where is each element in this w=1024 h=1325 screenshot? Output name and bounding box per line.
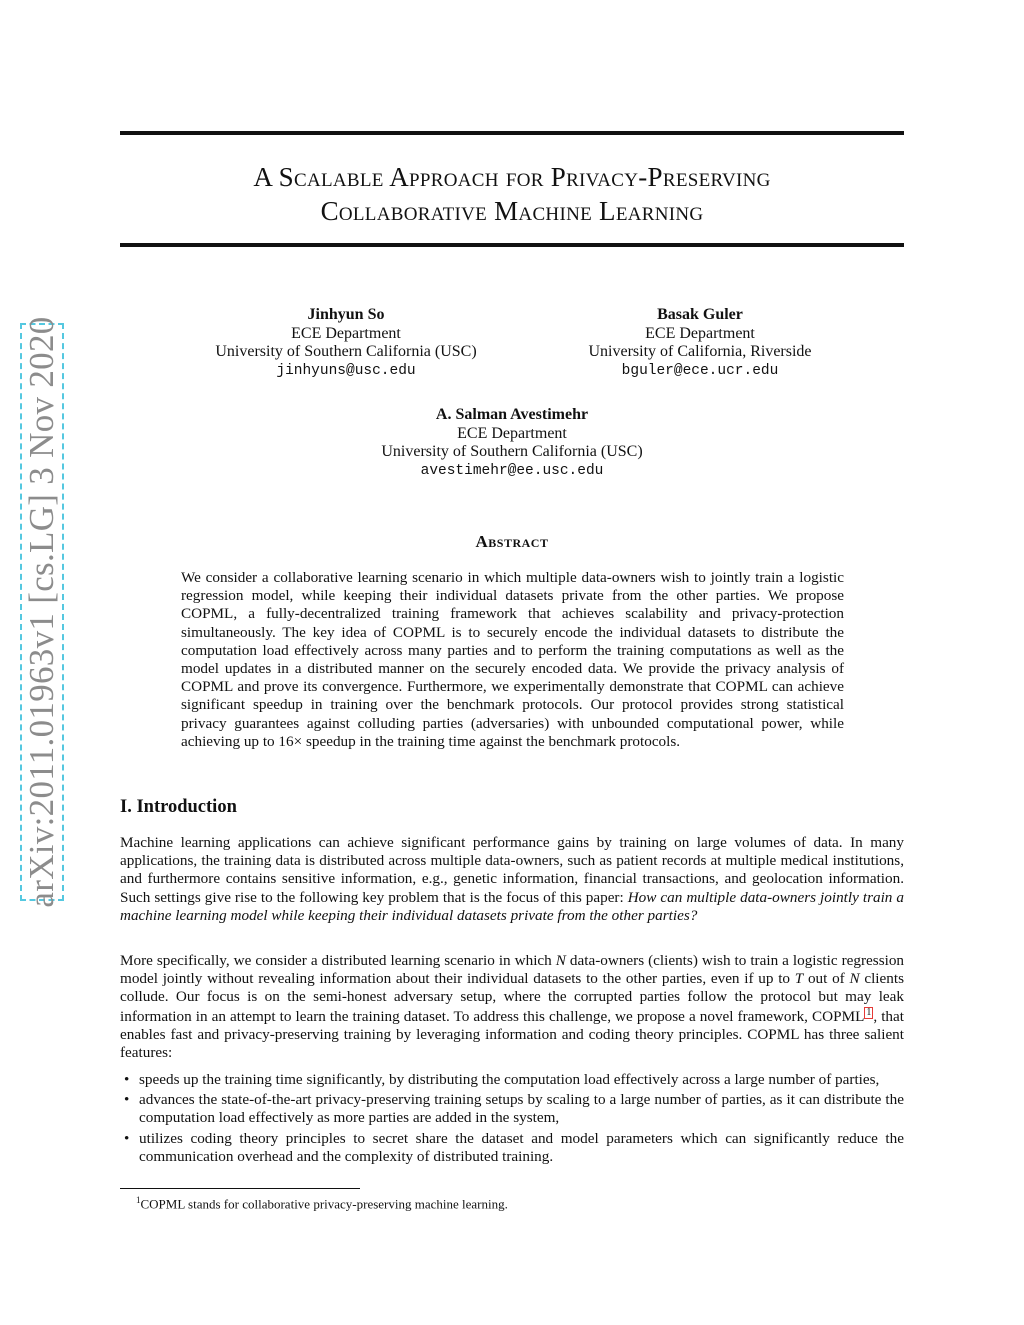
section-heading-introduction: I. Introduction — [120, 797, 237, 817]
math-T: T — [794, 970, 804, 988]
para2-part-a: More specifically, we consider a distributed learning scenario in which — [120, 952, 552, 969]
author-block-2 — [560, 306, 840, 380]
paper-title — [120, 160, 904, 228]
list-item-text: speeds up the training time significantly, by distributing the computation load effectively across a large number of parties, — [139, 1071, 880, 1088]
title-line-2: Collaborative Machine Learning — [320, 196, 704, 226]
para2-part-e: , that enables fast and privacy-preserving training by leveraging information and coding theory principles. COPML has three salient features: — [120, 1007, 904, 1062]
author-dept: ECE Department — [457, 424, 567, 442]
footnote-link[interactable]: 1 — [866, 1006, 872, 1018]
bullet-icon: • — [124, 1129, 130, 1147]
title-top-rule — [120, 131, 904, 135]
author-name: A. Salman Avestimehr — [435, 406, 589, 423]
key-question: How can multiple data-owners jointly train a machine learning model while keeping their individual datasets private from the other parties? — [120, 888, 904, 924]
list-item — [120, 1130, 904, 1166]
intro-paragraph-1 — [120, 834, 904, 925]
author-affiliation: University of California, Riverside — [588, 343, 812, 360]
author-affiliation: University of Southern California (USC) — [215, 343, 477, 360]
list-item-text: utilizes coding theory principles to secret share the dataset and model parameters which can significantly reduce the communication overhead and the complexity of distributed training. — [139, 1129, 904, 1165]
footnote-rule — [120, 1188, 360, 1189]
bullet-icon: • — [124, 1071, 130, 1088]
author-block-3 — [362, 406, 662, 480]
author-name: Jinhyun So — [307, 306, 385, 323]
bullet-icon: • — [124, 1091, 130, 1109]
list-item — [120, 1071, 904, 1089]
footnote — [136, 1192, 508, 1212]
arxiv-stamp[interactable]: arXiv:2011.01963v1 [cs.LG] 3 Nov 2020 — [22, 316, 61, 908]
footnote-text: COPML stands for collaborative privacy-preserving machine learning. — [140, 1196, 508, 1212]
author-dept: ECE Department — [291, 324, 401, 342]
author-block-1 — [196, 306, 496, 380]
math-N: N — [849, 970, 860, 988]
abstract-text: We consider a collaborative learning scenario in which multiple data-owners wish to jointly train a logistic regression model, while keeping their individual datasets private from the other parties. We propose COPML, a fully-decentralized training framework that achieves scalability and privacy-protection simultaneously. The key idea of COPML is to securely encode the individual datasets to distribute the computation load effectively across many parties and to perform the training computations as well as the model updates in a distributed manner on the securely encoded data. We provide the privacy analysis of COPML and prove its convergence. Furthermore, we experimentally demonstrate that COPML can achieve significant speedup in training over the benchmark protocols. Our protocol provides strong statistical privacy guarantees against colluding parties (adversaries) with unbounded computational power, while achieving up to 16× speedup in the training time against the benchmark protocols. — [181, 569, 844, 750]
author-email[interactable]: bguler@ece.ucr.edu — [621, 362, 779, 379]
features-list — [120, 1071, 904, 1168]
math-N: N — [555, 952, 566, 969]
author-dept: ECE Department — [645, 324, 755, 342]
author-affiliation: University of Southern California (USC) — [381, 443, 643, 460]
author-email[interactable]: avestimehr@ee.usc.edu — [420, 462, 604, 479]
author-email[interactable]: jinhyuns@usc.edu — [276, 362, 416, 379]
abstract-heading: Abstract — [475, 532, 549, 551]
footnote-mark: 1 — [136, 1195, 141, 1205]
list-item — [120, 1091, 904, 1127]
para2-part-c: out of — [807, 970, 845, 988]
author-name: Basak Guler — [657, 306, 743, 323]
para2-part-d: clients collude. Our focus is on the semi-honest adversary setup, where the corrupted parties follow the protocol but may leak information in an attempt to learn the training dataset. To address this challenge, we propose a novel framework, COPML — [120, 970, 904, 1025]
para2-part-b: data-owners (clients) wish to train a logistic regression model jointly without revealing information about their individual datasets to the other parties, even if up to — [120, 952, 905, 988]
intro-paragraph-2 — [120, 952, 904, 1062]
list-item-text: advances the state-of-the-art privacy-preserving training setups by scaling to a large number of parties, as it can distribute the computation load effectively as more parties are added in the system, — [139, 1091, 904, 1127]
intro-paragraph-1-text: Machine learning applications can achieve significant performance gains by training on large volumes of data. In many applications, the training data is distributed across multiple data-owners, such as patient records at multiple medical institutions, and furthermore contains sensitive information, e.g., genetic information, financial transactions, and geolocation information. Such settings give rise to the following key problem that is the focus of this paper: — [120, 834, 904, 906]
title-bottom-rule — [120, 243, 904, 247]
title-line-1: A Scalable Approach for Privacy-Preserving — [253, 162, 771, 192]
